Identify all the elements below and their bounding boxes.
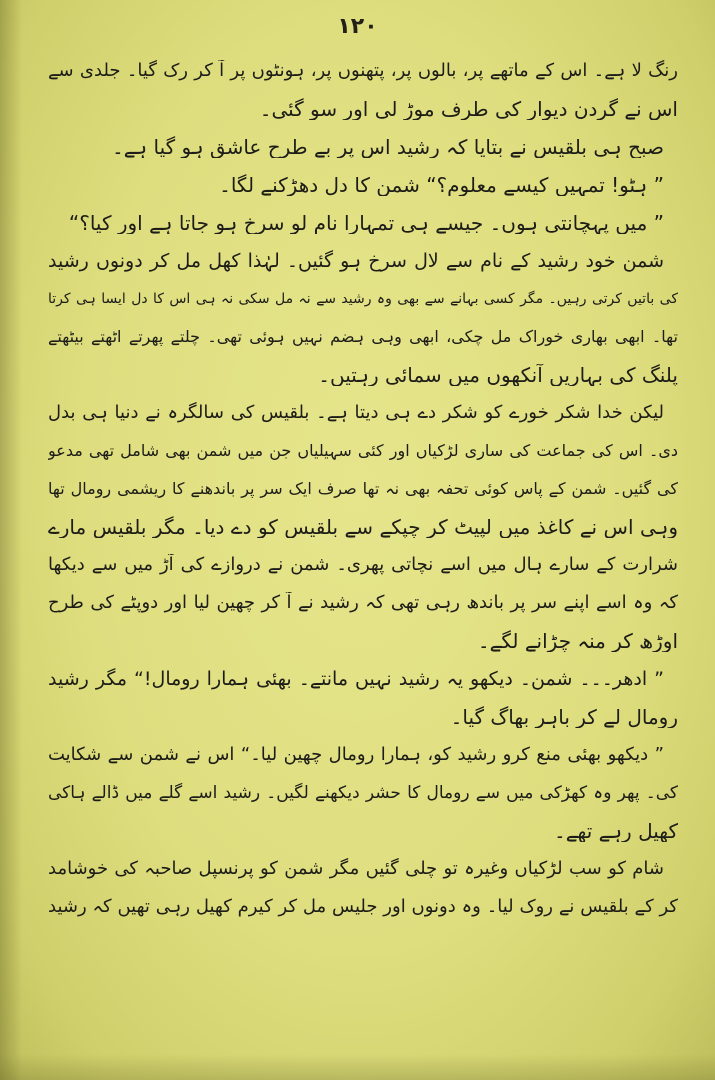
page-number: ۱۲۰ [337, 14, 378, 39]
text-line-7: کی باتیں کرتی رہیں۔ مگر کسی بہانے سے بھی وہ رشید سے نہ مل سکی نہ ہی اس کا دل ایسا ہی کرتا [48, 291, 678, 307]
page-body-text [48, 60, 678, 1070]
text-line-5: ” میں پہچانتی ہوں۔ جیسے ہی تمہارا نام لو سرخ ہو جاتا ہے اور کیا؟“ [68, 212, 664, 234]
text-line-9: پلنگ کی بہاریں آنکھوں میں سمائی رہتیں۔ [318, 364, 678, 386]
text-line-4: ” ہٹو! تمہیں کیسے معلوم؟“ شمن کا دل دھڑکنے لگا۔ [219, 174, 664, 196]
text-line-6: شمن خود رشید کے نام سے لال سرخ ہو گئیں۔ لہٰذا کھل مل کر دونوں رشید [48, 250, 664, 272]
text-line-19: ” دیکھو بھئی منع کرو رشید کو، ہمارا رومال چھین لیا۔“ اس نے شمن سے شکایت [48, 744, 664, 765]
text-line-18: رومال لے کر باہر بھاگ گیا۔ [450, 706, 678, 728]
text-line-11: دی۔ اس کی جماعت کی ساری لڑکیاں اور کئی سہیلیاں جن میں شمن بھی شامل تھی مدعو [48, 441, 678, 460]
text-line-17: ” ادھر۔۔۔ شمن۔ دیکھو یہ رشید نہیں مانتے۔ بھئی ہمارا رومال!“ مگر رشید [48, 668, 664, 690]
text-line-14: شرارت کے سارے ہال میں اسے نچاتی پھری۔ شمن نے دروازے کی آڑ میں سے دیکھا [48, 554, 678, 575]
text-line-2: اس نے گردن دیوار کی طرف موڑ لی اور سو گئی۔ [259, 98, 678, 120]
text-line-10: لیکن خدا شکر خورے کو شکر دے ہی دیتا ہے۔ بلقیس کی سالگرہ نے دنیا ہی بدل [48, 402, 664, 423]
text-line-15: کہ وہ اسے اپنے سر پر باندھ رہی تھی کہ رشید نے آ کر چھین لیا اور دوپٹے کی طرح [48, 592, 678, 613]
text-line-23: کر کے بلقیس نے روک لیا۔ وہ دونوں اور جلیس مل کر کیرم کھیل رہی تھیں کہ رشید [48, 896, 678, 917]
text-line-20: کی۔ پھر وہ کھڑکی میں سے رومال کا حشر دیکھنے لگیں۔ رشید اسے گلے میں ڈالے ہاکی [48, 783, 678, 803]
page-edge-shadow [0, 0, 22, 1080]
text-line-13: وہی اس نے کاغذ میں لپیٹ کر چپکے سے بلقیس کو دے دیا۔ مگر بلقیس مارے [48, 516, 678, 538]
text-line-22: شام کو سب لڑکیاں وغیرہ تو چلی گئیں مگر شمن کو پرنسپل صاحبہ کی خوشامد [48, 858, 664, 879]
text-line-12: کی گئیں۔ شمن کے پاس کوئی تحفہ بھی نہ تھا صرف ایک سر پر باندھنے کا ریشمی رومال تھا [48, 479, 678, 498]
text-line-21: کھیل رہے تھے۔ [554, 820, 678, 842]
text-line-1: رنگ لا ہے۔ اس کے ماتھے پر، بالوں پر، پتھنوں پر، ہونٹوں پر آ کر رک گیا۔ جلدی سے [48, 60, 678, 81]
text-line-16: اوڑھ کر منہ چڑانے لگے۔ [477, 630, 678, 652]
text-line-8: تھا۔ ابھی بھاری خوراک مل چکی، ابھی وہی ہضم نہیں ہوئی تھی۔ چلتے پھرتے اٹھتے بیٹھتے [48, 327, 678, 346]
text-line-3: صبح ہی بلقیس نے بتایا کہ رشید اس پر بے طرح عاشق ہو گیا ہے۔ [111, 136, 664, 158]
